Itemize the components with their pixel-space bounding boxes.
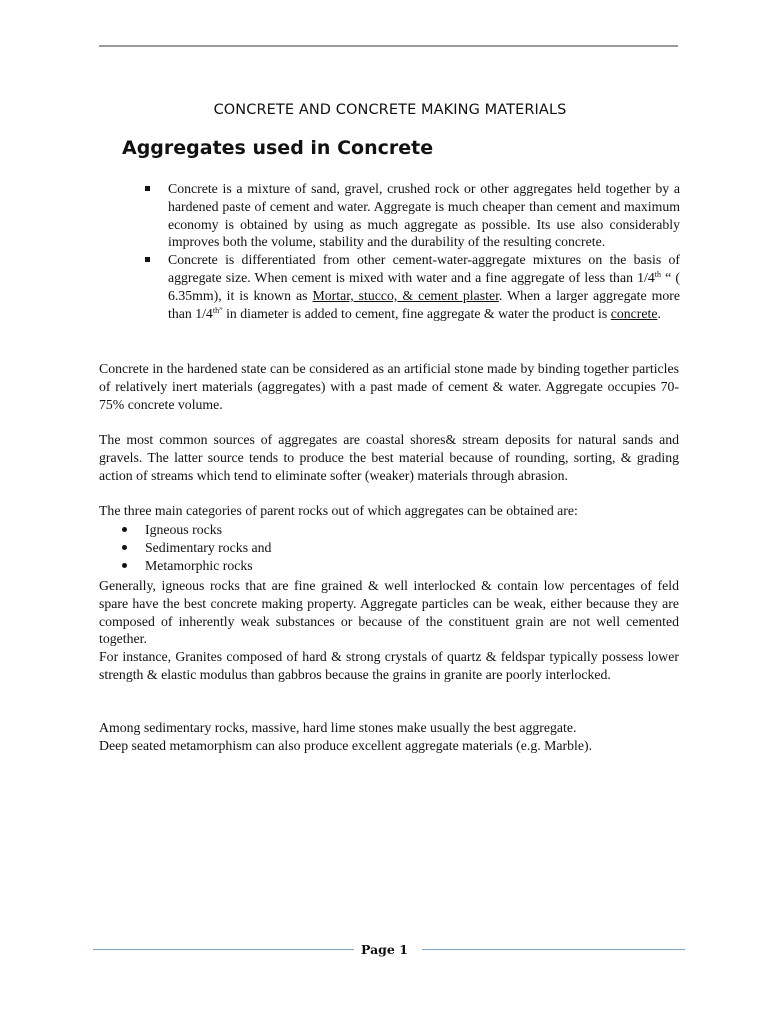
paragraph-sources: The most common sources of aggregates are coastal shores& stream deposits for natural sands and gravels. The latter source tends to produce the best material because of rounding, sorting, & grading action of streams which tend to eliminate softer (weaker) materials through abrasion. xyxy=(99,432,679,483)
bullet-dot-icon xyxy=(122,545,127,550)
mortar-link[interactable]: Mortar, stucco, & cement plaster xyxy=(312,287,499,303)
paragraph-sedimentary: Among sedimentary rocks, massive, hard lime stones make usually the best aggregate. xyxy=(99,720,577,735)
section-heading: Aggregates used in Concrete xyxy=(122,137,434,159)
bullet-dot-icon xyxy=(122,563,127,568)
paragraph-igneous: Generally, igneous rocks that are fine grained & well interlocked & contain low percentages of feld spare have the best concrete making property. Aggregate particles can be weak, either because they are composed of inherently weak substances or because of the constituent grain are not well cemented together. xyxy=(99,578,679,647)
footer-rule-left xyxy=(93,949,354,950)
list-item xyxy=(144,251,680,322)
rock-type-list xyxy=(120,521,271,574)
rock-type: Igneous rocks xyxy=(145,522,223,537)
bullet-text-part: . xyxy=(657,305,661,321)
list-item xyxy=(120,539,271,557)
paragraph-metamorphic: Deep seated metamorphism can also produce excellent aggregate materials (e.g. Marble). xyxy=(99,738,593,753)
header-rule xyxy=(99,45,678,47)
list-item xyxy=(144,180,680,251)
bullet-text-part: in diameter is added to cement, fine aggregate & water the product is xyxy=(222,305,611,321)
footer-rule-right xyxy=(422,949,685,950)
list-item xyxy=(120,521,271,539)
rock-type: Metamorphic rocks xyxy=(145,557,253,573)
square-bullet-list xyxy=(144,180,680,322)
paragraph-categories: The three main categories of parent rocks out of which aggregates can be obtained are: xyxy=(99,503,578,518)
bullet-text-part: Concrete is differentiated from other cement-water-aggregate mixtures on the basis of aggregate size. When cement is mixed with water and a fine aggregate of less than 1/4 xyxy=(168,252,680,285)
page-number: Page 1 xyxy=(361,942,408,957)
superscript: th xyxy=(654,269,661,279)
paragraph-granites: For instance, Granites composed of hard & strong crystals of quartz & feldspar typically possess lower strength & elastic modulus than gabbros because the grains in granite are poorly interlocked. xyxy=(99,649,679,682)
list-item xyxy=(120,557,271,575)
bullet-text-part: . When a larger aggregate more than 1/4 xyxy=(168,287,680,321)
bullet-text-part: “ ( 6.35mm), it is known as xyxy=(168,269,680,303)
paragraph-hardened-state: Concrete in the hardened state can be considered as an artificial stone made by binding together particles of relatively inert materials (aggregates) with a past made of cement & water. Aggregate occupies 70-75% concrete volume. xyxy=(99,361,679,412)
superscript: th” xyxy=(212,305,223,315)
square-bullet-icon xyxy=(145,257,150,262)
document-title: CONCRETE AND CONCRETE MAKING MATERIALS xyxy=(213,102,567,118)
rock-type: Sedimentary rocks and xyxy=(145,539,272,555)
bullet-text: Concrete is a mixture of sand, gravel, crushed rock or other aggregates held together by a hardened paste of cement and water. Aggregate is much cheaper than cement and maximum economy is obtained by using as much aggregate as possible. Its use also considerably improves both the volume, stability and the durability of the resulting concrete. xyxy=(168,181,680,250)
square-bullet-icon xyxy=(145,186,150,191)
concrete-link[interactable]: concrete xyxy=(610,305,658,321)
bullet-dot-icon xyxy=(122,527,127,532)
